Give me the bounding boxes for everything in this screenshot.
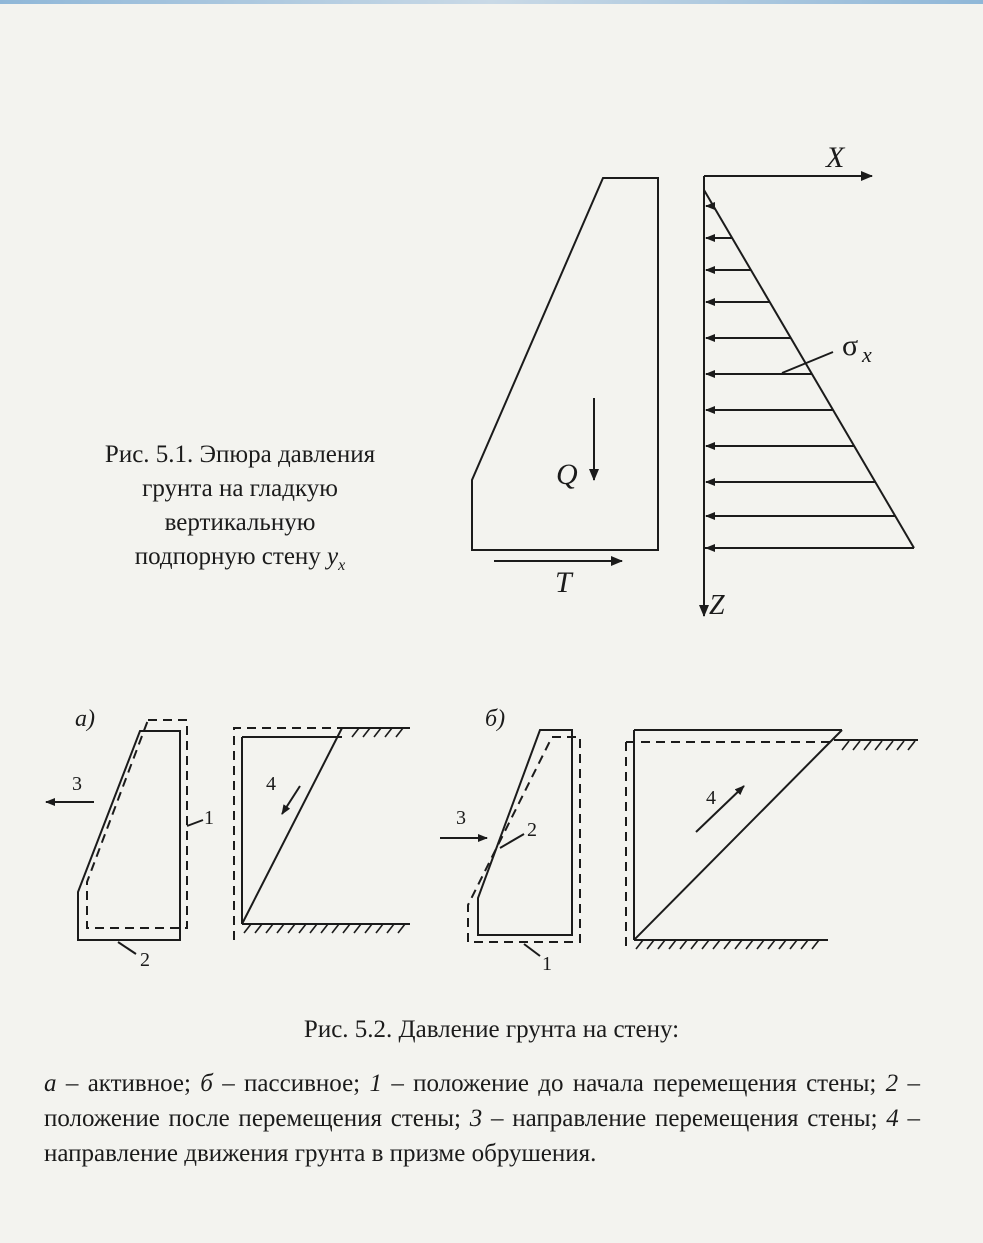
pressure-envelope	[704, 190, 914, 548]
hatch-mark	[266, 924, 273, 933]
slip-plane-b	[634, 730, 842, 940]
legend-key-1: 1	[369, 1070, 382, 1097]
hatch-mark	[680, 940, 687, 949]
legend-text-3: – направление перемещения стены;	[482, 1105, 887, 1132]
shear-label: T	[555, 566, 572, 599]
sigma-leader	[782, 352, 833, 373]
axis-z-label: Z	[709, 590, 725, 621]
retaining-wall	[472, 178, 658, 550]
legend-key-a: а	[44, 1070, 57, 1097]
hatch-mark	[363, 728, 370, 737]
wall-a-initial	[87, 720, 187, 928]
caption-line-4-sub: x	[338, 557, 346, 574]
hatch-mark	[244, 924, 251, 933]
hatch-mark	[790, 940, 797, 949]
hatch-mark	[387, 924, 394, 933]
hatch-mark	[299, 924, 306, 933]
marker-1-b: 1	[542, 953, 552, 975]
caption-line-1: Рис. 5.1. Эпюра давления	[104, 441, 376, 468]
wall-b-initial	[478, 730, 572, 935]
leader-1-b	[524, 944, 540, 956]
leader-1-a	[187, 820, 203, 826]
soil-boundary-a-initial	[234, 728, 346, 942]
hatch-mark	[332, 924, 339, 933]
hatch-mark	[842, 741, 849, 750]
hatch-mark	[713, 940, 720, 949]
panel-b-label: б)	[485, 706, 506, 732]
ground-hatch-top-b	[842, 741, 915, 750]
marker-3-a: 3	[72, 773, 82, 795]
sigma-subscript: x	[862, 342, 872, 367]
legend-text-b: – пассивное;	[212, 1070, 370, 1097]
legend-text-2: – положение после перемещения стены;	[44, 1070, 920, 1132]
hatch-mark	[768, 940, 775, 949]
hatch-mark	[724, 940, 731, 949]
marker-3-b: 3	[456, 807, 466, 829]
hatch-mark	[374, 728, 381, 737]
hatch-mark	[908, 741, 915, 750]
hatch-mark	[376, 924, 383, 933]
caption-line-3: вертикальную	[164, 509, 316, 536]
hatch-mark	[288, 924, 295, 933]
hatch-mark	[801, 940, 808, 949]
hatch-mark	[277, 924, 284, 933]
hatch-mark	[897, 741, 904, 750]
hatch-mark	[691, 940, 698, 949]
caption-line-4-text: подпорную стену	[134, 543, 321, 570]
marker-4-a: 4	[266, 773, 276, 795]
panel-a-label: а)	[75, 706, 95, 732]
hatch-mark	[864, 741, 871, 750]
legend-text-a: – активное;	[56, 1070, 201, 1097]
hatch-mark	[396, 728, 403, 737]
wall-b-final	[468, 737, 580, 942]
hatch-mark	[746, 940, 753, 949]
legend-key-3: 3	[469, 1105, 483, 1132]
legend-key-4: 4	[886, 1105, 899, 1132]
ground-hatch-top-a	[352, 728, 403, 737]
legend-key-2: 2	[885, 1070, 899, 1097]
marker-2-b: 2	[527, 819, 537, 841]
hatch-mark	[735, 940, 742, 949]
legend-key-b: б	[200, 1070, 213, 1097]
hatch-mark	[398, 924, 405, 933]
hatch-mark	[658, 940, 665, 949]
hatch-mark	[886, 741, 893, 750]
figure-5-2-legend	[44, 1066, 920, 1171]
leader-2-a	[118, 942, 136, 954]
wall-a-final	[78, 731, 180, 940]
slip-plane-a	[242, 728, 342, 924]
hatch-mark	[647, 940, 654, 949]
hatch-mark	[354, 924, 361, 933]
caption-line-2: грунта на гладкую	[142, 475, 338, 502]
caption-line-4	[60, 540, 420, 583]
figure-5-2-caption: Рис. 5.2. Давление грунта на стену:	[303, 1016, 680, 1043]
marker-2-a: 2	[140, 949, 150, 971]
figure-5-1-caption	[60, 438, 420, 583]
hatch-mark	[779, 940, 786, 949]
hatch-mark	[365, 924, 372, 933]
hatch-mark	[757, 940, 764, 949]
panel-a	[46, 720, 410, 954]
figure-5-1	[472, 176, 914, 616]
ground-hatch-bottom-a	[244, 924, 405, 933]
hatch-mark	[385, 728, 392, 737]
sigma-label: σ	[842, 329, 859, 362]
arrow-4-a	[282, 786, 300, 814]
hatch-mark	[636, 940, 643, 949]
marker-4-b: 4	[706, 787, 716, 809]
hatch-mark	[352, 728, 359, 737]
hatch-mark	[321, 924, 328, 933]
caption-line-4-math: y	[327, 543, 339, 570]
hatch-mark	[853, 741, 860, 750]
legend-text-4: – направление движения грунта в призме обрушения.	[44, 1105, 920, 1167]
panel-b	[440, 730, 918, 956]
hatch-mark	[875, 741, 882, 750]
hatch-mark	[255, 924, 262, 933]
hatch-mark	[702, 940, 709, 949]
axis-x-label: X	[826, 141, 845, 174]
weight-label: Q	[556, 458, 578, 491]
hatch-mark	[343, 924, 350, 933]
hatch-mark	[310, 924, 317, 933]
arrow-4-b	[696, 786, 744, 832]
hatch-mark	[669, 940, 676, 949]
marker-1-a: 1	[204, 807, 214, 829]
hatch-mark	[812, 940, 819, 949]
legend-text-1: – положение до начала перемещения стены;	[381, 1070, 886, 1097]
ground-hatch-bottom-b	[636, 940, 819, 949]
leader-2-b	[500, 834, 524, 848]
